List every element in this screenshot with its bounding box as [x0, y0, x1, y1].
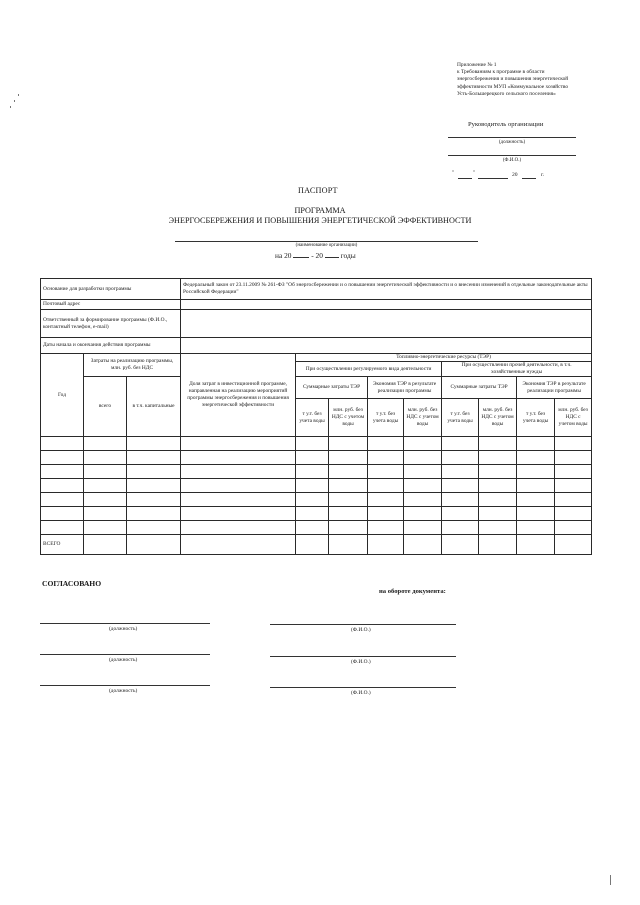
agree-name-label: (Ф.И.О.): [351, 627, 371, 633]
passport-table: [40, 278, 592, 555]
date-month-line: [478, 178, 508, 179]
table-cell[interactable]: [296, 507, 329, 521]
col-sum-costs-header: Суммарные затраты ТЭР: [442, 377, 517, 399]
appendix-line: энергосбережения и повышения энергетической: [457, 76, 569, 83]
agree-position-label: (должность): [109, 626, 138, 632]
program-title: [130, 206, 510, 226]
table-cell[interactable]: [296, 451, 329, 465]
table-cell[interactable]: [368, 493, 404, 507]
table-cell[interactable]: [404, 535, 442, 555]
unit-tut-header: т у.т. без учета воды: [296, 399, 329, 437]
table-cell[interactable]: [404, 507, 442, 521]
table-cell[interactable]: [479, 521, 517, 535]
date-year-suffix: г.: [541, 172, 545, 178]
appendix-line: эффективности МУП «Коммунальное хозяйство: [457, 83, 569, 90]
table-cell[interactable]: [181, 451, 296, 465]
table-row: [41, 437, 592, 451]
table-cell[interactable]: [517, 479, 555, 493]
table-cell[interactable]: [555, 479, 592, 493]
table-cell[interactable]: [479, 451, 517, 465]
table-cell[interactable]: [41, 507, 84, 521]
appendix-block: [457, 62, 605, 98]
table-row: [41, 493, 592, 507]
table-cell[interactable]: [517, 535, 555, 555]
table-cell[interactable]: [84, 479, 127, 493]
table-cell[interactable]: [479, 535, 517, 555]
table-cell[interactable]: [296, 521, 329, 535]
table-cell[interactable]: [127, 479, 181, 493]
year-from-blank: [293, 257, 309, 258]
org-name-line: [175, 241, 478, 242]
col-sum-costs-header: Суммарные затраты ТЭР: [296, 377, 368, 399]
table-cell[interactable]: [517, 465, 555, 479]
table-cell[interactable]: [368, 521, 404, 535]
years-dash: - 20: [311, 251, 323, 260]
table-cell[interactable]: [181, 465, 296, 479]
table-cell[interactable]: [442, 451, 479, 465]
table-cell[interactable]: [127, 507, 181, 521]
table-cell[interactable]: [296, 437, 329, 451]
basis-label: Основание для разработки программы: [41, 279, 181, 300]
agree-name-line: [270, 687, 456, 688]
table-cell[interactable]: [127, 521, 181, 535]
year-to-blank: [325, 257, 339, 258]
table-cell[interactable]: [517, 437, 555, 451]
responsible-value[interactable]: [181, 310, 592, 338]
table-cell[interactable]: [127, 493, 181, 507]
table-cell[interactable]: [404, 493, 442, 507]
years-prefix: на 20: [275, 251, 292, 260]
table-cell[interactable]: [479, 465, 517, 479]
table-cell[interactable]: [368, 535, 404, 555]
table-cell[interactable]: [181, 493, 296, 507]
unit-tut-header: т у.т. без учета воды: [517, 399, 555, 437]
table-cell[interactable]: [517, 451, 555, 465]
date-quote-close: ": [473, 170, 476, 176]
unit-tut-header: т у.т. без учета воды: [368, 399, 404, 437]
table-cell[interactable]: [181, 437, 296, 451]
table-cell[interactable]: [442, 521, 479, 535]
table-cell[interactable]: [329, 437, 368, 451]
col-regulated-header: При осуществлении регулируемого вида деятельности: [296, 362, 442, 377]
date-quote-open: ": [452, 170, 455, 176]
scan-speck: [14, 100, 15, 102]
table-cell[interactable]: [41, 437, 84, 451]
table-cell[interactable]: [181, 507, 296, 521]
responsible-label: Ответственный за формирование программы (Ф.И.О., контактный телефон, e-mail): [41, 310, 181, 338]
table-cell[interactable]: [296, 493, 329, 507]
table-cell[interactable]: [479, 493, 517, 507]
table-cell[interactable]: [404, 521, 442, 535]
table-cell[interactable]: [404, 479, 442, 493]
agree-position-line: [40, 654, 210, 655]
table-cell[interactable]: [479, 437, 517, 451]
appendix-line: Приложение № 1: [457, 62, 497, 68]
years-suffix: годы: [340, 251, 356, 260]
dates-value[interactable]: [181, 338, 592, 354]
table-cell[interactable]: [181, 479, 296, 493]
table-cell[interactable]: [329, 451, 368, 465]
table-cell[interactable]: [296, 465, 329, 479]
table-cell[interactable]: [442, 465, 479, 479]
table-row: [41, 507, 592, 521]
name-label: (Ф.И.О.): [502, 158, 522, 163]
table-cell[interactable]: [479, 479, 517, 493]
col-costs-header: Затраты на реализацию программы, млн. руб. без НДС: [84, 354, 181, 377]
table-cell[interactable]: [84, 437, 127, 451]
col-year-header: Год: [41, 354, 84, 437]
position-line: [448, 137, 576, 138]
table-cell[interactable]: [84, 507, 127, 521]
table-cell[interactable]: [555, 451, 592, 465]
table-cell[interactable]: [41, 479, 84, 493]
years-line: [275, 251, 356, 260]
agree-name-label: (Ф.И.О.): [351, 659, 371, 665]
table-row: [41, 451, 592, 465]
table-cell[interactable]: [181, 535, 296, 555]
date-year-line: [522, 178, 536, 179]
program-title-line: ПРОГРАММА: [294, 206, 346, 215]
col-savings-header: Экономия ТЭР в результате реализации программы: [517, 377, 592, 399]
agree-position-line: [40, 623, 210, 624]
table-cell[interactable]: [329, 479, 368, 493]
unit-tut-header: т у.т. без учета воды: [442, 399, 479, 437]
table-cell[interactable]: [296, 535, 329, 555]
table-cell[interactable]: [41, 521, 84, 535]
agree-name-line: [270, 656, 456, 657]
table-cell[interactable]: [329, 535, 368, 555]
table-cell[interactable]: [517, 493, 555, 507]
table-cell[interactable]: [404, 437, 442, 451]
table-row: [41, 521, 592, 535]
table-cell[interactable]: [329, 507, 368, 521]
table-cell[interactable]: [442, 535, 479, 555]
table-cell[interactable]: [84, 465, 127, 479]
table-cell[interactable]: [181, 521, 296, 535]
table-cell[interactable]: [41, 451, 84, 465]
table-cell[interactable]: [368, 465, 404, 479]
table-cell[interactable]: [368, 507, 404, 521]
passport-title: ПАСПОРТ: [298, 186, 338, 195]
reverse-note: на обороте документа:: [379, 588, 446, 595]
unit-rub-header: млн. руб. без НДС с учетом воды: [479, 399, 517, 437]
unit-rub-header: млн. руб. без НДС с учетом воды: [404, 399, 442, 437]
table-cell[interactable]: [368, 479, 404, 493]
position-label: (должность): [498, 140, 526, 145]
total-row-label: ВСЕГО: [41, 535, 84, 555]
table-cell[interactable]: [127, 465, 181, 479]
table-cell[interactable]: [329, 493, 368, 507]
name-line: [448, 155, 576, 156]
scan-speck: [10, 106, 11, 108]
agree-name-line: [270, 624, 456, 625]
table-cell[interactable]: [555, 465, 592, 479]
scan-speck: [610, 875, 611, 885]
agree-name-label: (Ф.И.О.): [351, 690, 371, 696]
table-cell[interactable]: [127, 451, 181, 465]
col-fer-header: Топливно-энергетические ресурсы (ТЭР): [296, 354, 592, 362]
table-cell[interactable]: [479, 507, 517, 521]
date-year-prefix: 20: [512, 172, 518, 178]
table-cell[interactable]: [555, 437, 592, 451]
table-cell[interactable]: [84, 451, 127, 465]
table-cell[interactable]: [84, 535, 127, 555]
address-value[interactable]: [181, 300, 592, 310]
table-row: [41, 465, 592, 479]
table-cell[interactable]: [329, 521, 368, 535]
col-capital-header: в т.ч. капитальные: [127, 377, 181, 437]
org-name-label: (наименование организации): [295, 243, 358, 248]
table-cell[interactable]: [404, 451, 442, 465]
agree-position-line: [40, 685, 210, 686]
table-cell[interactable]: [555, 507, 592, 521]
table-cell[interactable]: [368, 451, 404, 465]
data-rows: [41, 437, 592, 535]
table-cell[interactable]: [442, 437, 479, 451]
table-cell[interactable]: [555, 535, 592, 555]
unit-rub-header: млн. руб. без НДС с учетом воды: [555, 399, 592, 437]
appendix-line: Усть-Большерецкого сельского поселения»: [457, 90, 556, 97]
agreed-title: СОГЛАСОВАНО: [42, 579, 102, 588]
address-label: Почтовый адрес: [41, 300, 181, 310]
date-day-line: [458, 178, 472, 179]
table-cell[interactable]: [555, 493, 592, 507]
unit-rub-header: млн. руб. без НДС с учетом воды: [329, 399, 368, 437]
table-cell[interactable]: [368, 437, 404, 451]
table-cell[interactable]: [404, 465, 442, 479]
col-total-header: всего: [84, 377, 127, 437]
table-cell[interactable]: [555, 521, 592, 535]
table-cell[interactable]: [442, 479, 479, 493]
col-savings-header: Экономия ТЭР в результате реализации программы: [368, 377, 442, 399]
table-cell[interactable]: [296, 479, 329, 493]
table-cell[interactable]: [127, 535, 181, 555]
table-row: [41, 479, 592, 493]
dates-label: Даты начала и окончания действия программы: [41, 338, 181, 354]
table-cell[interactable]: [127, 437, 181, 451]
appendix-line: к Требованиям к программе в области: [457, 69, 545, 76]
col-other-header: При осуществлении прочей деятельности, в т.ч. хозяйственные нужды: [442, 362, 592, 377]
table-cell[interactable]: [41, 493, 84, 507]
program-title-line: ЭНЕРГОСБЕРЕЖЕНИЯ И ПОВЫШЕНИЯ ЭНЕРГЕТИЧЕСКОЙ ЭФФЕКТИВНОСТИ: [168, 216, 472, 225]
approval-role: Руководитель организации: [468, 121, 544, 128]
col-share-header: Доля затрат в инвестиционной программе, направленная на реализацию мероприятий программы энергосбережения и повышения энергетической эффективности: [181, 354, 296, 437]
table-cell[interactable]: [517, 507, 555, 521]
table-cell[interactable]: [84, 493, 127, 507]
table-cell[interactable]: [329, 465, 368, 479]
table-cell[interactable]: [442, 493, 479, 507]
scan-speck: [18, 94, 19, 96]
agree-position-label: (должность): [109, 688, 138, 694]
table-cell[interactable]: [442, 507, 479, 521]
table-cell[interactable]: [41, 465, 84, 479]
agree-position-label: (должность): [109, 657, 138, 663]
basis-value: Федеральный закон от 23.11.2009 № 261-ФЗ "Об энергосбережении и о повышении энергетической эффективности и о внесении изменений в отдельные законодательные акты Российской Федерации": [181, 279, 592, 300]
table-cell[interactable]: [84, 521, 127, 535]
table-cell[interactable]: [517, 521, 555, 535]
